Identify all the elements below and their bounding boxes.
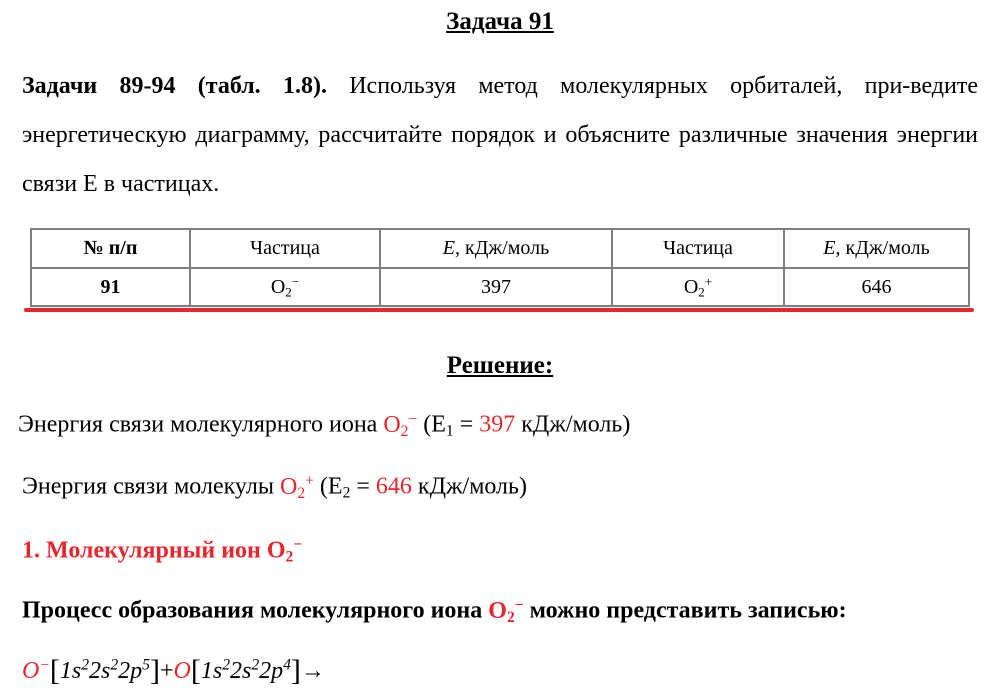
line1-post: кДж/моль)	[515, 411, 631, 438]
formula-atom-a: O	[22, 658, 40, 684]
formula-a-1s: 1s	[59, 658, 82, 684]
process-pre: Процесс образования молекулярного иона	[22, 597, 489, 624]
cell-particle-1	[190, 268, 380, 306]
line2-mid: (E	[313, 473, 343, 500]
process-ion	[488, 598, 523, 624]
section-heading-sub: 2	[285, 548, 294, 566]
section-heading-sup: −	[293, 536, 303, 553]
particle-2-base: O	[683, 275, 699, 298]
line1-e-sub: 1	[445, 422, 454, 440]
particle-2-sub: 2	[698, 284, 705, 300]
formula-a-2p-sup: 5	[142, 656, 150, 674]
line2-eq: =	[350, 473, 376, 500]
formula-plus: +	[159, 658, 174, 684]
line2-ion-sup: +	[305, 472, 314, 489]
table-row	[31, 268, 969, 306]
formula-b-2s-sup: 2	[251, 656, 260, 674]
cell-num: 91	[31, 268, 190, 306]
cell-energy-1: 397	[380, 268, 612, 306]
header-energy-2-rest: , кДж/моль	[835, 237, 930, 259]
table-header-row	[31, 229, 969, 268]
problem-statement	[22, 62, 978, 209]
process-ion-base: O	[488, 597, 507, 624]
formula-b-1s-sup: 2	[222, 656, 230, 674]
line1-ion-sup: −	[408, 410, 418, 427]
line1-ion-sub: 2	[400, 422, 409, 440]
particle-1-sub: 2	[285, 284, 292, 300]
header-energy-1: E, кДж/моль	[380, 229, 612, 268]
line1-pre: Энергия связи молекулярного иона	[18, 411, 384, 438]
page-title: Задача 91	[446, 8, 554, 35]
formula-bracket-open-a: [	[49, 654, 60, 687]
line2-ion-base: O	[279, 473, 298, 500]
cell-energy-2: 646	[784, 268, 969, 306]
problem-statement-bold: Задачи 89-94 (табл. 1.8).	[22, 73, 327, 99]
process-ion-sub: 2	[506, 608, 515, 626]
header-energy-2: E, кДж/моль	[784, 229, 969, 268]
particle-1-base: O	[270, 275, 286, 298]
particle-1-sup: −	[291, 273, 300, 289]
line2-ion-sub: 2	[297, 484, 306, 502]
header-energy-1-rest: , кДж/моль	[454, 237, 550, 259]
line2-post: кДж/моль)	[411, 473, 527, 500]
formula-a-1s-sup: 2	[81, 656, 90, 674]
problem-statement-text: Используя метод молекулярных орбиталей, при-ведите энергетическую диаграмму, рассчитайте порядок и объясните различные значения энергии связи E в частицах.	[22, 73, 978, 197]
line1-ion	[383, 412, 417, 438]
line2-pre: Энергия связи молекулы	[22, 473, 280, 500]
process-ion-sup: −	[514, 596, 524, 613]
header-particle-2: Частица	[612, 229, 784, 268]
energy-line-2	[22, 472, 527, 502]
line2-e-sub: 2	[342, 484, 351, 502]
solution-title: Решение:	[446, 352, 554, 379]
section-heading	[22, 536, 302, 566]
formula-b-1s: 1s	[200, 658, 223, 684]
header-particle-1: Частица	[190, 229, 380, 268]
formula-a-2p: 2p	[118, 658, 143, 684]
formula-atom-a-sup: −	[39, 656, 50, 674]
line1-ion-base: O	[383, 411, 401, 438]
formation-formula	[22, 654, 325, 688]
formula-b-2p-sup: 4	[283, 656, 291, 674]
line1-mid: (E	[417, 411, 446, 438]
process-post: можно представить записью:	[523, 597, 847, 624]
formula-bracket-open-b: [	[190, 654, 201, 687]
formula-atom-b: O	[173, 658, 191, 684]
line1-value: 397	[479, 411, 516, 438]
formula-b-2p: 2p	[259, 658, 284, 684]
process-statement	[22, 596, 847, 626]
particle-2-sup: +	[704, 273, 713, 289]
cell-particle-2	[612, 268, 784, 306]
formula-a-2s-sup: 2	[110, 656, 119, 674]
line2-ion	[280, 474, 314, 500]
line2-value: 646	[375, 473, 412, 500]
formula-b-2s: 2s	[229, 658, 252, 684]
data-table	[30, 228, 970, 307]
formula-bracket-close-a: ]	[149, 654, 160, 687]
line1-eq: =	[453, 411, 480, 438]
table-underline-accent	[24, 308, 974, 312]
formula-arrow-icon: →	[300, 658, 325, 684]
header-num: № п/п	[31, 229, 190, 268]
formula-bracket-close-b: ]	[290, 654, 301, 687]
energy-line-1	[18, 410, 630, 440]
formula-a-2s: 2s	[89, 658, 111, 684]
section-heading-text: 1. Молекулярный ион O	[22, 537, 286, 564]
